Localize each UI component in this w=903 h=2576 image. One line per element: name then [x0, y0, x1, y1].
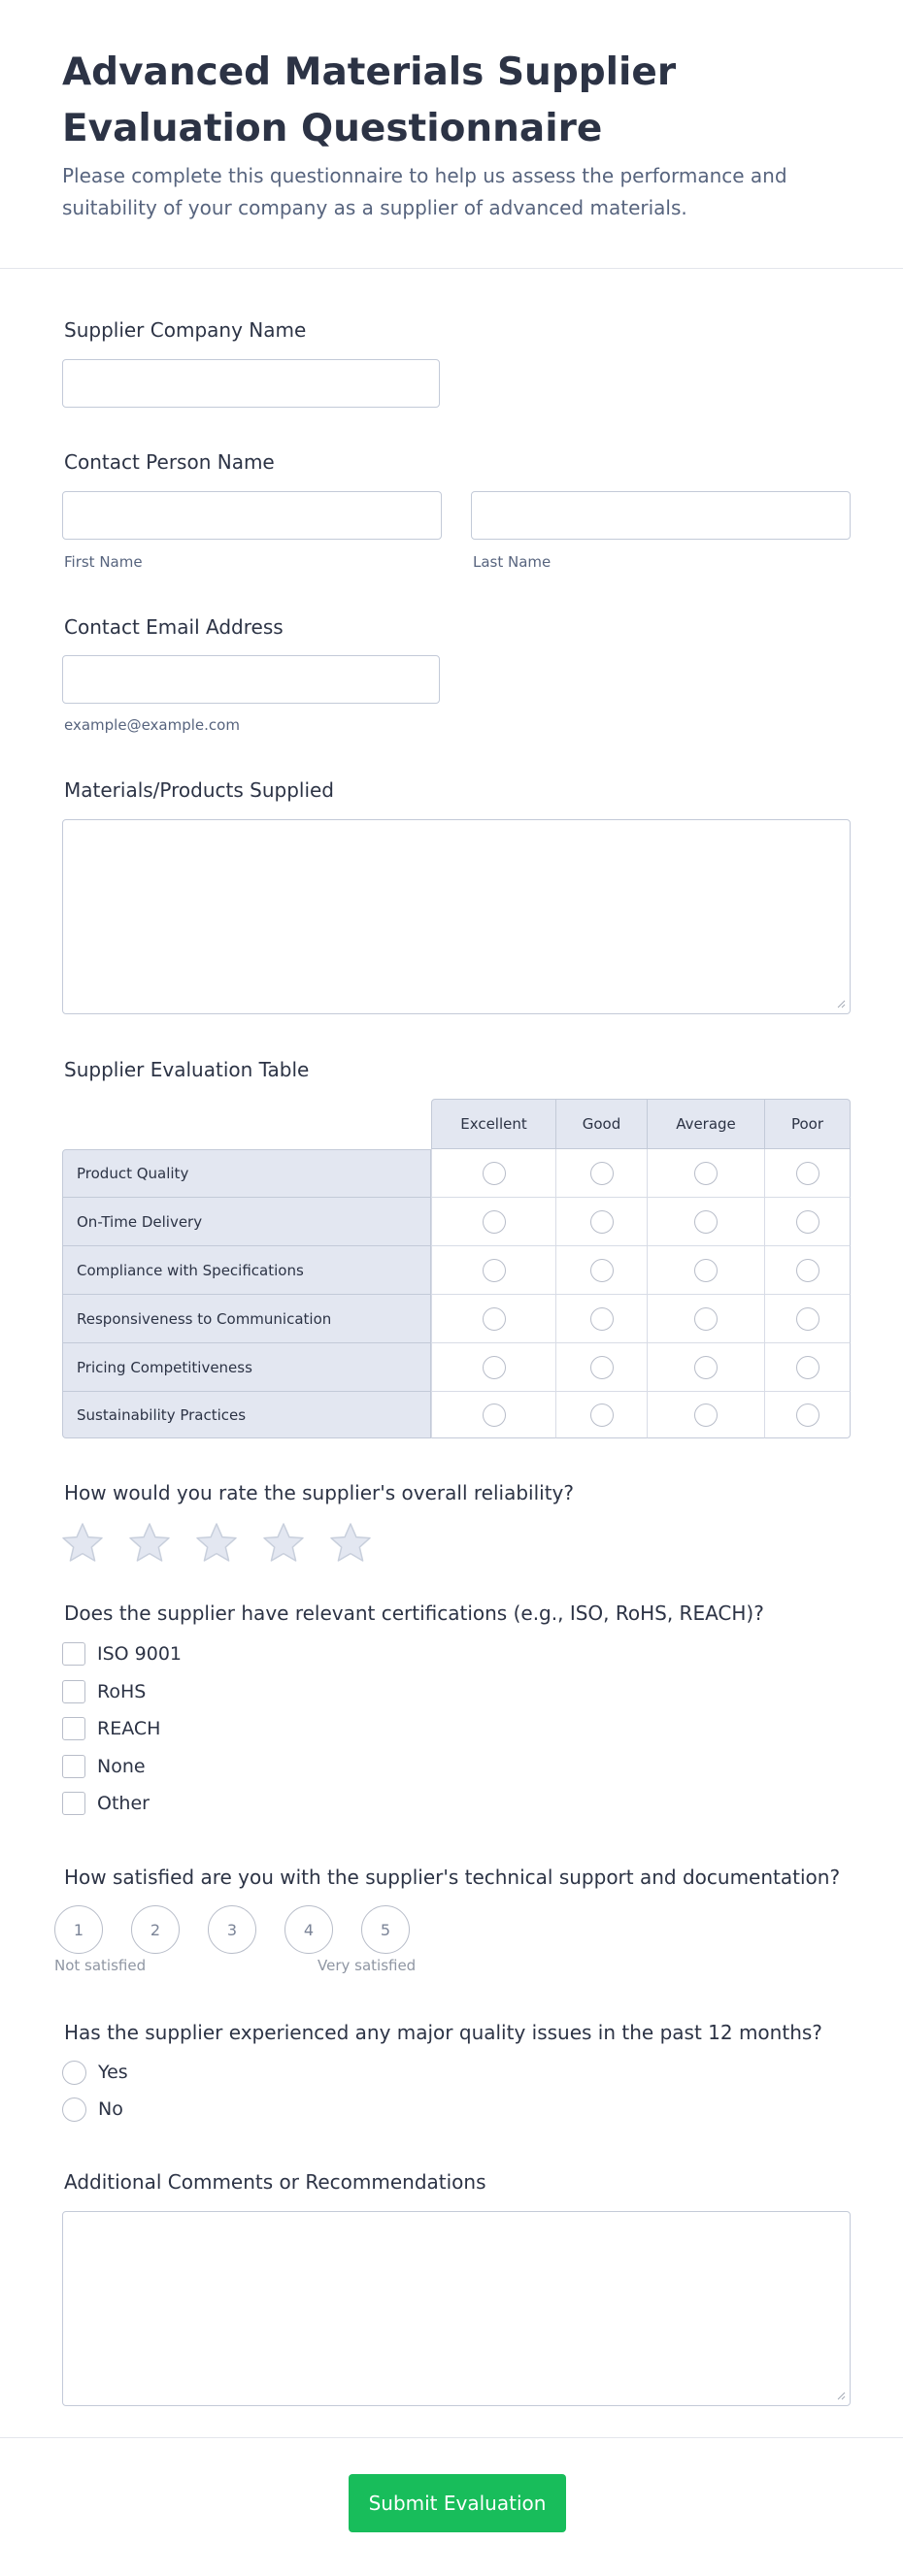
- matrix-cell: [648, 1246, 765, 1295]
- last-name-input[interactable]: [471, 491, 851, 540]
- scale-option-2[interactable]: 2: [131, 1905, 180, 1954]
- checkbox[interactable]: [62, 1792, 85, 1815]
- rating-radio[interactable]: [483, 1162, 506, 1185]
- option-label: None: [97, 1756, 146, 1777]
- matrix-cell: [648, 1149, 765, 1198]
- resize-grip-icon[interactable]: [836, 999, 846, 1008]
- star-icon[interactable]: [329, 1522, 372, 1563]
- form-header: [0, 0, 903, 269]
- satisfaction-label: How satisfied are you with the supplier's technical support and documentation?: [64, 1866, 841, 1889]
- certifications-label: Does the supplier have relevant certifications (e.g., ISO, RoHS, REACH)?: [64, 1602, 764, 1625]
- matrix-cell: [556, 1392, 648, 1438]
- matrix-cell: [431, 1149, 556, 1198]
- matrix-cell: [431, 1295, 556, 1343]
- quality-issues-label: Has the supplier experienced any major quality issues in the past 12 months?: [64, 2021, 822, 2044]
- checkbox[interactable]: [62, 1680, 85, 1703]
- materials-textarea[interactable]: [62, 819, 851, 1014]
- column-header-excellent: Excellent: [431, 1099, 556, 1149]
- reliability-rating-label: How would you rate the supplier's overall reliability?: [64, 1481, 574, 1504]
- row-label-pricing: Pricing Competitiveness: [62, 1343, 431, 1392]
- rating-radio[interactable]: [796, 1404, 819, 1427]
- rating-radio[interactable]: [590, 1404, 614, 1427]
- rating-radio[interactable]: [796, 1162, 819, 1185]
- checkbox[interactable]: [62, 1755, 85, 1778]
- matrix-cell: [431, 1343, 556, 1392]
- column-header-average: Average: [648, 1099, 765, 1149]
- checkbox[interactable]: [62, 1717, 85, 1740]
- rating-radio[interactable]: [694, 1259, 718, 1282]
- submit-button[interactable]: Submit Evaluation: [349, 2474, 566, 2532]
- checkbox-option[interactable]: [62, 1640, 182, 1668]
- star-icon[interactable]: [61, 1522, 104, 1563]
- row-label-product-quality: Product Quality: [62, 1149, 431, 1198]
- rating-radio[interactable]: [694, 1404, 718, 1427]
- matrix-cell: [765, 1246, 851, 1295]
- rating-radio[interactable]: [694, 1356, 718, 1379]
- option-label: No: [98, 2098, 123, 2120]
- first-name-sublabel: First Name: [64, 553, 143, 571]
- star-icon[interactable]: [195, 1522, 238, 1563]
- scale-option-1[interactable]: 1: [54, 1905, 103, 1954]
- email-input[interactable]: [62, 655, 440, 704]
- matrix-cell: [556, 1149, 648, 1198]
- matrix-cell: [556, 1246, 648, 1295]
- matrix-cell: [431, 1246, 556, 1295]
- email-sublabel: example@example.com: [64, 716, 240, 734]
- checkbox[interactable]: [62, 1642, 85, 1666]
- column-header-good: Good: [556, 1099, 648, 1149]
- matrix-cell: [765, 1343, 851, 1392]
- star-icon[interactable]: [262, 1522, 305, 1563]
- rating-radio[interactable]: [796, 1259, 819, 1282]
- radio-button[interactable]: [62, 2097, 86, 2122]
- rating-radio[interactable]: [483, 1356, 506, 1379]
- rating-radio[interactable]: [483, 1307, 506, 1331]
- matrix-cell: [556, 1295, 648, 1343]
- radio-button[interactable]: [62, 2061, 86, 2085]
- evaluation-table: [62, 1099, 851, 1438]
- matrix-cell: [765, 1392, 851, 1438]
- comments-textarea[interactable]: [62, 2211, 851, 2406]
- radio-option-yes[interactable]: [62, 2059, 128, 2086]
- scale-option-4[interactable]: 4: [284, 1905, 333, 1954]
- matrix-cell: [648, 1295, 765, 1343]
- option-label: REACH: [97, 1718, 161, 1739]
- option-label: RoHS: [97, 1681, 147, 1702]
- column-header-poor: Poor: [765, 1099, 851, 1149]
- option-label: Yes: [98, 2062, 128, 2083]
- rating-radio[interactable]: [483, 1259, 506, 1282]
- resize-grip-icon[interactable]: [836, 2391, 846, 2400]
- matrix-cell: [431, 1198, 556, 1246]
- scale-low-label: Not satisfied: [54, 1957, 147, 1974]
- comments-label: Additional Comments or Recommendations: [64, 2170, 486, 2194]
- radio-option-no[interactable]: [62, 2096, 123, 2123]
- scale-high-label: Very satisfied: [318, 1957, 417, 1974]
- rating-radio[interactable]: [590, 1307, 614, 1331]
- matrix-cell: [765, 1198, 851, 1246]
- matrix-cell: [648, 1343, 765, 1392]
- rating-radio[interactable]: [590, 1259, 614, 1282]
- company-name-label: Supplier Company Name: [64, 318, 307, 342]
- rating-radio[interactable]: [483, 1404, 506, 1427]
- rating-radio[interactable]: [796, 1307, 819, 1331]
- matrix-cell: [765, 1149, 851, 1198]
- rating-radio[interactable]: [796, 1210, 819, 1234]
- matrix-cell: [556, 1343, 648, 1392]
- rating-radio[interactable]: [590, 1356, 614, 1379]
- row-label-on-time-delivery: On-Time Delivery: [62, 1198, 431, 1246]
- rating-radio[interactable]: [694, 1162, 718, 1185]
- row-label-compliance: Compliance with Specifications: [62, 1246, 431, 1295]
- checkbox-option[interactable]: [62, 1753, 146, 1780]
- matrix-cell: [556, 1198, 648, 1246]
- checkbox-option[interactable]: [62, 1790, 150, 1817]
- rating-radio[interactable]: [694, 1210, 718, 1234]
- rating-radio[interactable]: [694, 1307, 718, 1331]
- contact-name-label: Contact Person Name: [64, 450, 275, 474]
- matrix-cell: [431, 1392, 556, 1438]
- materials-label: Materials/Products Supplied: [64, 778, 334, 802]
- option-label: Other: [97, 1793, 150, 1814]
- star-icon[interactable]: [128, 1522, 171, 1563]
- evaluation-table-label: Supplier Evaluation Table: [64, 1058, 310, 1081]
- page-subtitle: Please complete this questionnaire to help us assess the performance and suitability of your company as a supplier of advanced materials.: [62, 164, 787, 219]
- page-title: Advanced Materials Supplier Evaluation Questionnaire: [62, 50, 677, 150]
- email-label: Contact Email Address: [64, 615, 284, 639]
- matrix-cell: [765, 1295, 851, 1343]
- checkbox-option[interactable]: [62, 1678, 146, 1705]
- matrix-cell: [648, 1198, 765, 1246]
- row-label-responsiveness: Responsiveness to Communication: [62, 1295, 431, 1343]
- rating-radio[interactable]: [483, 1210, 506, 1234]
- last-name-sublabel: Last Name: [473, 553, 552, 571]
- first-name-input[interactable]: [62, 491, 442, 540]
- rating-radio[interactable]: [590, 1210, 614, 1234]
- company-name-input[interactable]: [62, 359, 440, 408]
- matrix-cell: [648, 1392, 765, 1438]
- scale-option-5[interactable]: 5: [361, 1905, 410, 1954]
- scale-option-3[interactable]: 3: [208, 1905, 256, 1954]
- checkbox-option[interactable]: [62, 1715, 160, 1742]
- rating-radio[interactable]: [796, 1356, 819, 1379]
- row-label-sustainability: Sustainability Practices: [62, 1392, 431, 1438]
- option-label: ISO 9001: [97, 1643, 183, 1665]
- rating-radio[interactable]: [590, 1162, 614, 1185]
